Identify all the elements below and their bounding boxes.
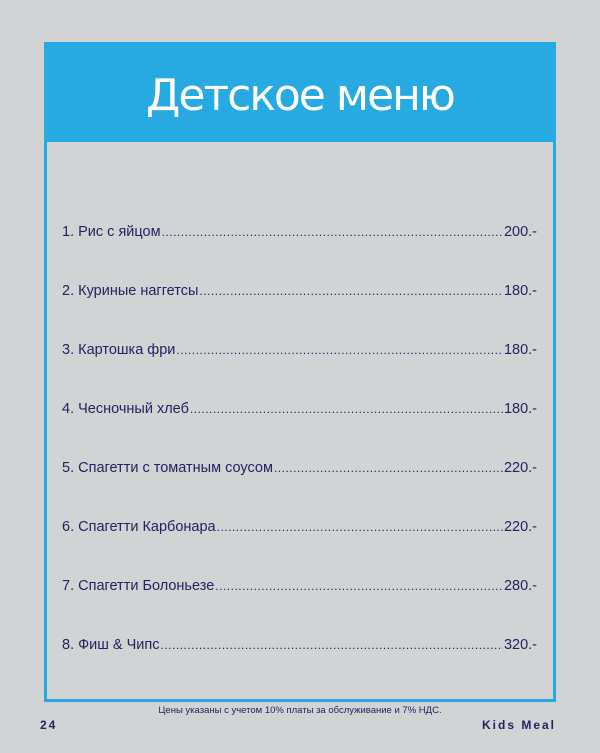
menu-item-chicken-nuggets bbox=[62, 239, 537, 298]
item-name: 7. Спагетти Болоньезе bbox=[62, 577, 215, 594]
dot-leader bbox=[160, 639, 502, 652]
item-name: 1. Рис с яйцом bbox=[62, 223, 161, 240]
menu-item-fries bbox=[62, 298, 537, 357]
footer-note: Цены указаны с учетом 10% платы за обслуживание и 7% НДС. bbox=[158, 705, 442, 716]
dot-leader bbox=[176, 344, 503, 357]
item-price: 200.- bbox=[503, 223, 537, 240]
item-name: 4. Чесночный хлеб bbox=[62, 400, 189, 417]
item-name: 6. Спагетти Карбонара bbox=[62, 518, 216, 535]
item-price: 180.- bbox=[503, 341, 537, 358]
menu-item-rice-egg bbox=[62, 180, 537, 239]
menu-item-spaghetti-carbonara bbox=[62, 475, 537, 534]
menu-header bbox=[47, 45, 553, 142]
page-number: 24 bbox=[40, 718, 58, 732]
dot-leader bbox=[217, 521, 503, 534]
menu-item-fish-chips bbox=[62, 593, 537, 652]
section-name: Kids Meal bbox=[481, 718, 556, 732]
item-price: 180.- bbox=[503, 400, 537, 417]
dot-leader bbox=[190, 403, 503, 416]
item-price: 220.- bbox=[503, 459, 537, 476]
item-price: 280.- bbox=[503, 577, 537, 594]
menu-item-spaghetti-tomato bbox=[62, 416, 537, 475]
menu-card bbox=[44, 42, 556, 702]
dot-leader bbox=[274, 462, 503, 475]
item-name: 8. Фиш & Чипс bbox=[62, 636, 160, 653]
item-name: 5. Спагетти с томатным соусом bbox=[62, 459, 273, 476]
menu-item-spaghetti-bolognese bbox=[62, 534, 537, 593]
dot-leader bbox=[199, 285, 503, 298]
item-name: 3. Картошка фри bbox=[62, 341, 176, 358]
dot-leader bbox=[162, 226, 503, 239]
item-price: 320.- bbox=[503, 636, 537, 653]
item-price: 180.- bbox=[503, 282, 537, 299]
item-name: 2. Куриные наггетсы bbox=[62, 282, 199, 299]
item-price: 220.- bbox=[503, 518, 537, 535]
menu-title: Детское меню bbox=[146, 69, 454, 121]
menu-list bbox=[62, 180, 537, 652]
menu-item-garlic-bread bbox=[62, 357, 537, 416]
dot-leader bbox=[215, 580, 503, 593]
